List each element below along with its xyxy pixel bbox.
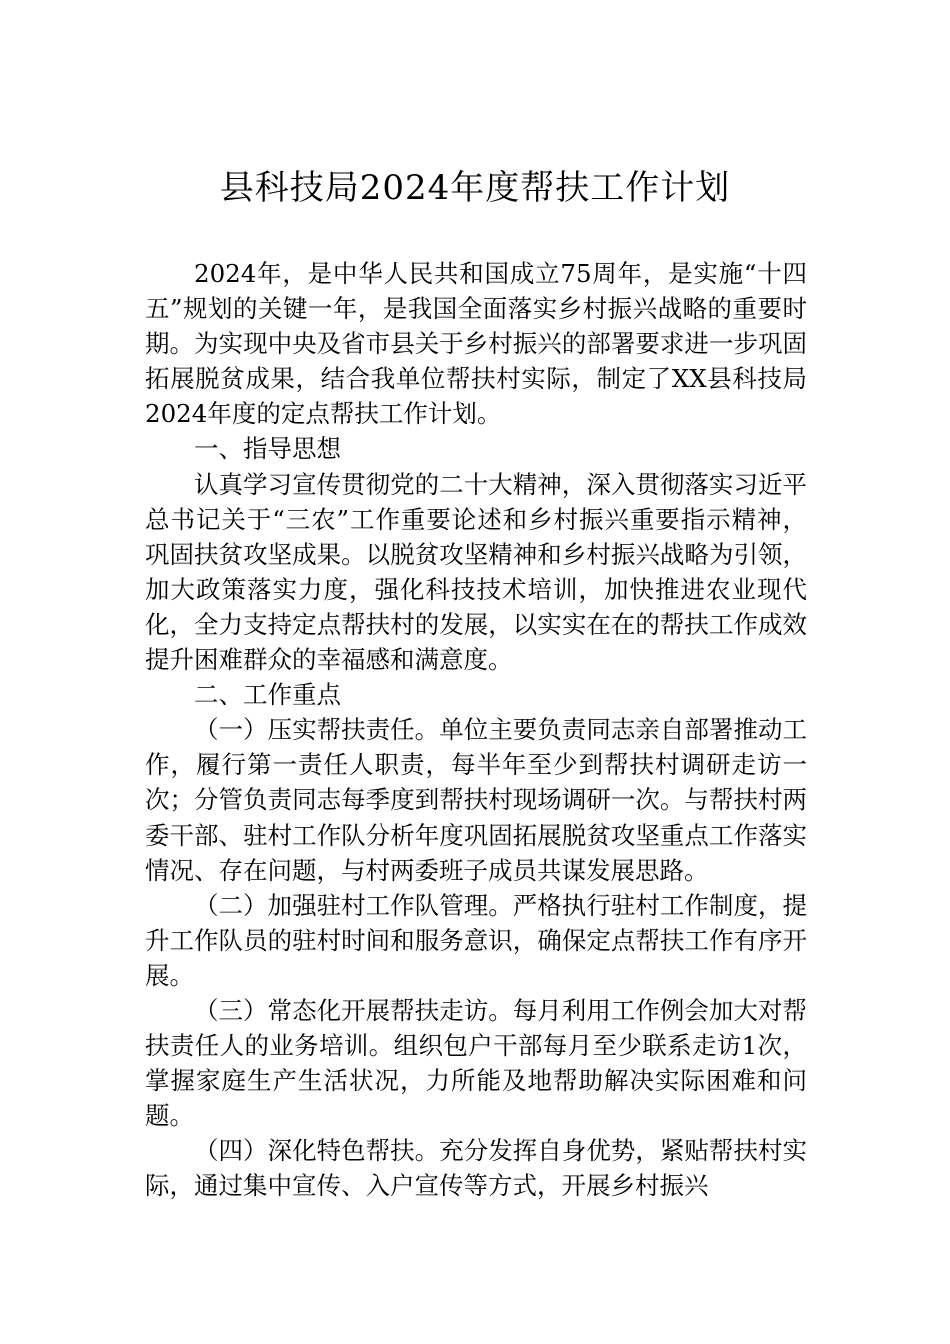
section-heading-guiding-ideology: 一、指导思想 <box>194 434 341 464</box>
guiding-ideology-paragraph: 认真学习宣传贯彻党的二十大精神，深入贯彻落实习近平总书记关于“三农”工作重要论述和乡村振兴重要指示精神，巩固扶贫攻坚成果。以脱贫攻坚精神和乡村振兴战略为引领，加大政策落实力度，强化科技技术培训，加快推进农业现代化，全力支持定点帮扶村的发展，以实实在在的帮扶工作成效提升困难群众的幸福感和满意度。 <box>145 469 807 675</box>
intro-paragraph: 2024年，是中华人民共和国成立75周年，是实施“十四五”规划的关键一年，是我国全面落实乡村振兴战略的重要时期。为实现中央及省市县关于乡村振兴的部署要求进一步巩固拓展脱贫成果，结合我单位帮扶村实际，制定了XX县科技局2024年度的定点帮扶工作计划。 <box>145 259 807 429</box>
work-focus-paragraph-1: （一）压实帮扶责任。单位主要负责同志亲自部署推动工作，履行第一责任人职责，每半年至少到帮扶村调研走访一次；分管负责同志每季度到帮扶村现场调研一次。与帮扶村两委干部、驻村工作队分析年度巩固拓展脱贫攻坚重点工作落实情况、存在问题，与村两委班子成员共谋发展思路。 <box>145 715 807 885</box>
document-body <box>145 256 807 1204</box>
work-focus-paragraph-2: （二）加强驻村工作队管理。严格执行驻村工作制度，提升工作队员的驻村时间和服务意识，确保定点帮扶工作有序开展。 <box>145 890 807 990</box>
document-title: 县科技局2024年度帮扶工作计划 <box>219 168 731 208</box>
work-focus-paragraph-4: （四）深化特色帮扶。充分发挥自身优势，紧贴帮扶村实际，通过集中宣传、入户宣传等方式，开展乡村振兴 <box>145 1136 807 1201</box>
section-heading-work-focus: 二、工作重点 <box>194 680 341 710</box>
work-focus-paragraph-3: （三）常态化开展帮扶走访。每月利用工作例会加大对帮扶责任人的业务培训。组织包户干部每月至少联系走访1次，掌握家庭生产生活状况，力所能及地帮助解决实际困难和问题。 <box>145 995 807 1131</box>
